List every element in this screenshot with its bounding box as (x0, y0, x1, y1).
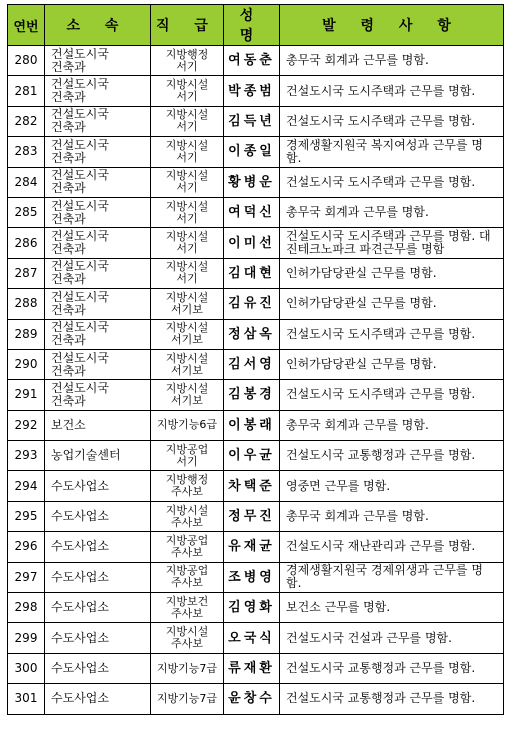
grade-cell (151, 501, 224, 531)
order-text: 건설도시국 교통행정과 근무를 명함. (280, 441, 504, 471)
row-number: 295 (8, 501, 45, 531)
dept-line-1: 수도사업소 (51, 478, 109, 493)
grade-line-1: 지방보건 (165, 594, 209, 608)
table-row (8, 46, 504, 76)
grade-line-2: 서기보 (171, 393, 203, 407)
table-body (8, 46, 504, 715)
person-name: 정무진 (224, 501, 280, 531)
grade-line-1: 지방시설 (165, 381, 209, 395)
table-row (8, 441, 504, 471)
dept-line-1: 수도사업소 (51, 691, 109, 706)
dept-cell (45, 380, 151, 410)
header-no: 연번 (8, 5, 45, 46)
grade-cell (151, 684, 224, 714)
row-number: 299 (8, 623, 45, 653)
person-name: 윤창수 (224, 684, 280, 714)
dept-line-2: 건축과 (51, 393, 86, 408)
grade-cell (151, 258, 224, 288)
table-row (8, 106, 504, 136)
dept-cell (45, 258, 151, 288)
row-number: 283 (8, 137, 45, 167)
person-name: 황병운 (224, 167, 280, 197)
order-text: 건설도시국 도시주택과 근무를 명함. (280, 106, 504, 136)
row-number: 296 (8, 532, 45, 562)
grade-line-1: 지방시설 (165, 230, 209, 244)
grade-cell (151, 562, 224, 592)
grade-cell (151, 197, 224, 227)
table-row (8, 258, 504, 288)
grade-line-1: 지방기능7급 (156, 691, 218, 705)
grade-cell (151, 441, 224, 471)
grade-line-2: 서기 (176, 181, 198, 195)
grade-line-2: 서기 (176, 59, 198, 73)
table-row (8, 410, 504, 440)
dept-line-1: 건설도시국 (51, 350, 109, 365)
person-name: 김서영 (224, 349, 280, 379)
dept-line-1: 건설도시국 (51, 380, 109, 395)
row-number: 292 (8, 410, 45, 440)
grade-line-2: 서기보 (171, 363, 203, 377)
row-number: 287 (8, 258, 45, 288)
dept-line-1: 건설도시국 (51, 168, 109, 183)
grade-line-1: 지방공업 (165, 442, 209, 456)
table-row (8, 471, 504, 501)
person-name: 김봉경 (224, 380, 280, 410)
person-name: 유재균 (224, 532, 280, 562)
person-name: 김유진 (224, 289, 280, 319)
order-text: 건설도시국 도시주택과 근무를 명함. 대진테크노파크 파견근무를 명함 (280, 228, 504, 258)
dept-cell (45, 593, 151, 623)
person-name: 이우균 (224, 441, 280, 471)
grade-line-2: 서기 (176, 150, 198, 164)
person-name: 김득년 (224, 106, 280, 136)
grade-line-2: 서기 (176, 242, 198, 256)
dept-line-1: 농업기술센터 (51, 448, 121, 463)
order-text: 경제생활지원국 복지여성과 근무를 명함. (280, 137, 504, 167)
grade-cell (151, 471, 224, 501)
row-number: 280 (8, 46, 45, 76)
order-text: 인허가담당관실 근무를 명함. (280, 258, 504, 288)
dept-cell (45, 471, 151, 501)
order-text: 건설도시국 도시주택과 근무를 명함. (280, 319, 504, 349)
dept-line-1: 건설도시국 (51, 259, 109, 274)
order-text: 총무국 회계과 근무를 명함. (280, 197, 504, 227)
grade-line-2: 서기보 (171, 333, 203, 347)
grade-cell (151, 76, 224, 106)
dept-cell (45, 76, 151, 106)
dept-line-2: 건축과 (51, 150, 86, 165)
row-number: 282 (8, 106, 45, 136)
order-text: 건설도시국 재난관리과 근무를 명함. (280, 532, 504, 562)
table-row (8, 137, 504, 167)
grade-line-1: 지방시설 (165, 78, 209, 92)
grade-line-1: 지방시설 (165, 199, 209, 213)
dept-cell (45, 137, 151, 167)
row-number: 284 (8, 167, 45, 197)
dept-cell (45, 441, 151, 471)
grade-cell (151, 289, 224, 319)
dept-line-1: 수도사업소 (51, 630, 109, 645)
grade-cell (151, 349, 224, 379)
dept-line-2: 건축과 (51, 272, 86, 287)
person-name: 이미선 (224, 228, 280, 258)
dept-cell (45, 653, 151, 683)
dept-cell (45, 228, 151, 258)
dept-cell (45, 167, 151, 197)
dept-line-2: 건축과 (51, 242, 86, 257)
grade-line-2: 서기 (176, 272, 198, 286)
grade-cell (151, 167, 224, 197)
person-name: 차택준 (224, 471, 280, 501)
grade-cell (151, 532, 224, 562)
dept-line-1: 수도사업소 (51, 661, 109, 675)
table-row (8, 289, 504, 319)
person-name: 정삼옥 (224, 319, 280, 349)
dept-line-1: 건설도시국 (51, 320, 109, 335)
grade-line-2: 서기 (176, 454, 198, 468)
dept-line-1: 건설도시국 (51, 46, 109, 61)
grade-line-2: 서기 (176, 120, 198, 134)
grade-cell (151, 380, 224, 410)
dept-cell (45, 684, 151, 714)
dept-line-1: 건설도시국 (51, 107, 109, 122)
grade-line-1: 지방시설 (165, 138, 209, 152)
table-row (8, 197, 504, 227)
table-row (8, 501, 504, 531)
grade-line-2: 주사보 (171, 606, 203, 620)
grade-cell (151, 46, 224, 76)
person-name: 이종일 (224, 137, 280, 167)
table-row (8, 319, 504, 349)
grade-line-2: 주사보 (171, 576, 203, 590)
order-text: 인허가담당관실 근무를 명함. (280, 289, 504, 319)
dept-cell (45, 501, 151, 531)
dept-line-2: 건축과 (51, 333, 86, 348)
person-name: 류재환 (224, 653, 280, 683)
order-text: 건설도시국 도시주택과 근무를 명함. (280, 380, 504, 410)
grade-cell (151, 593, 224, 623)
dept-line-1: 수도사업소 (51, 569, 109, 584)
dept-line-1: 건설도시국 (51, 289, 109, 304)
dept-cell (45, 410, 151, 440)
header-row (8, 5, 504, 46)
dept-cell (45, 532, 151, 562)
dept-cell (45, 623, 151, 653)
grade-line-2: 서기보 (171, 302, 203, 316)
order-text: 건설도시국 건설과 근무를 명함. (280, 623, 504, 653)
grade-line-2: 주사보 (171, 485, 203, 499)
grade-cell (151, 653, 224, 683)
row-number: 293 (8, 441, 45, 471)
order-text: 보건소 근무를 명함. (280, 593, 504, 623)
dept-cell (45, 562, 151, 592)
dept-line-1: 건설도시국 (51, 198, 109, 213)
grade-line-2: 서기 (176, 211, 198, 225)
grade-line-1: 지방시설 (165, 351, 209, 365)
table-row (8, 532, 504, 562)
header-order: 발 령 사 항 (280, 5, 504, 46)
person-name: 여덕신 (224, 197, 280, 227)
grade-line-1: 지방시설 (165, 625, 209, 639)
dept-cell (45, 349, 151, 379)
table-row (8, 593, 504, 623)
person-name: 오국식 (224, 623, 280, 653)
person-name: 김영화 (224, 593, 280, 623)
dept-line-1: 건설도시국 (51, 77, 109, 92)
grade-line-1: 지방공업 (165, 533, 209, 547)
order-text: 건설도시국 교통행정과 근무를 명함. (280, 684, 504, 714)
person-name: 이봉래 (224, 410, 280, 440)
grade-line-1: 지방시설 (165, 169, 209, 183)
grade-line-1: 지방시설 (165, 503, 209, 517)
order-text: 건설도시국 교통행정과 근무를 명함. (280, 653, 504, 683)
dept-line-2: 건축과 (51, 59, 86, 74)
dept-line-2: 건축과 (51, 120, 86, 135)
table-row (8, 76, 504, 106)
grade-cell (151, 106, 224, 136)
grade-line-2: 주사보 (171, 545, 203, 559)
row-number: 301 (8, 684, 45, 714)
dept-line-2: 건축과 (51, 211, 86, 226)
dept-cell (45, 289, 151, 319)
dept-line-2: 건축과 (51, 302, 86, 317)
grade-line-2: 서기 (176, 90, 198, 104)
order-text: 건설도시국 도시주택과 근무를 명함. (280, 167, 504, 197)
order-text: 영중면 근무를 명함. (280, 471, 504, 501)
grade-line-1: 지방공업 (165, 564, 209, 578)
order-text: 경제생활지원국 경제위생과 근무를 명함. (280, 562, 504, 592)
grade-line-2: 주사보 (171, 637, 203, 651)
row-number: 286 (8, 228, 45, 258)
header-dept: 소 속 (45, 5, 151, 46)
grade-line-1: 지방시설 (165, 321, 209, 335)
row-number: 298 (8, 593, 45, 623)
table-row (8, 623, 504, 653)
order-text: 총무국 회계과 근무를 명함. (280, 410, 504, 440)
row-number: 285 (8, 197, 45, 227)
grade-cell (151, 410, 224, 440)
grade-line-1: 지방행정 (165, 47, 209, 61)
grade-line-1: 지방시설 (165, 108, 209, 122)
table-row (8, 562, 504, 592)
table-row (8, 228, 504, 258)
row-number: 297 (8, 562, 45, 592)
grade-line-1: 지방시설 (165, 260, 209, 274)
row-number: 281 (8, 76, 45, 106)
dept-cell (45, 319, 151, 349)
header-name: 성 명 (224, 5, 280, 46)
table-row (8, 380, 504, 410)
row-number: 289 (8, 319, 45, 349)
grade-line-1: 지방기능6급 (156, 418, 218, 432)
person-name: 조병영 (224, 562, 280, 592)
row-number: 300 (8, 653, 45, 683)
grade-cell (151, 623, 224, 653)
personnel-order-table (7, 4, 504, 715)
header-grade: 직 급 (151, 5, 224, 46)
grade-cell (151, 319, 224, 349)
grade-line-2: 주사보 (171, 515, 203, 529)
row-number: 288 (8, 289, 45, 319)
table-row (8, 167, 504, 197)
order-text: 인허가담당관실 근무를 명함. (280, 349, 504, 379)
dept-line-1: 건설도시국 (51, 229, 109, 244)
dept-line-2: 건축과 (51, 181, 86, 196)
order-text: 건설도시국 도시주택과 근무를 명함. (280, 76, 504, 106)
person-name: 김대현 (224, 258, 280, 288)
dept-cell (45, 46, 151, 76)
dept-line-1: 수도사업소 (51, 509, 109, 524)
order-text: 총무국 회계과 근무를 명함. (280, 501, 504, 531)
order-text: 총무국 회계과 근무를 명함. (280, 46, 504, 76)
dept-line-1: 건설도시국 (51, 137, 109, 152)
table-row (8, 684, 504, 714)
row-number: 291 (8, 380, 45, 410)
grade-line-1: 지방기능7급 (156, 661, 218, 675)
dept-line-2: 건축과 (51, 363, 86, 378)
dept-cell (45, 197, 151, 227)
row-number: 290 (8, 349, 45, 379)
grade-cell (151, 137, 224, 167)
person-name: 여동춘 (224, 46, 280, 76)
dept-line-1: 수도사업소 (51, 539, 109, 554)
dept-line-1: 수도사업소 (51, 600, 109, 615)
table-row (8, 653, 504, 683)
grade-line-1: 지방행정 (165, 473, 209, 487)
dept-line-1: 보건소 (51, 417, 86, 432)
grade-line-1: 지방시설 (165, 290, 209, 304)
dept-cell (45, 106, 151, 136)
table-row (8, 349, 504, 379)
person-name: 박종범 (224, 76, 280, 106)
dept-line-2: 건축과 (51, 90, 86, 105)
grade-cell (151, 228, 224, 258)
row-number: 294 (8, 471, 45, 501)
